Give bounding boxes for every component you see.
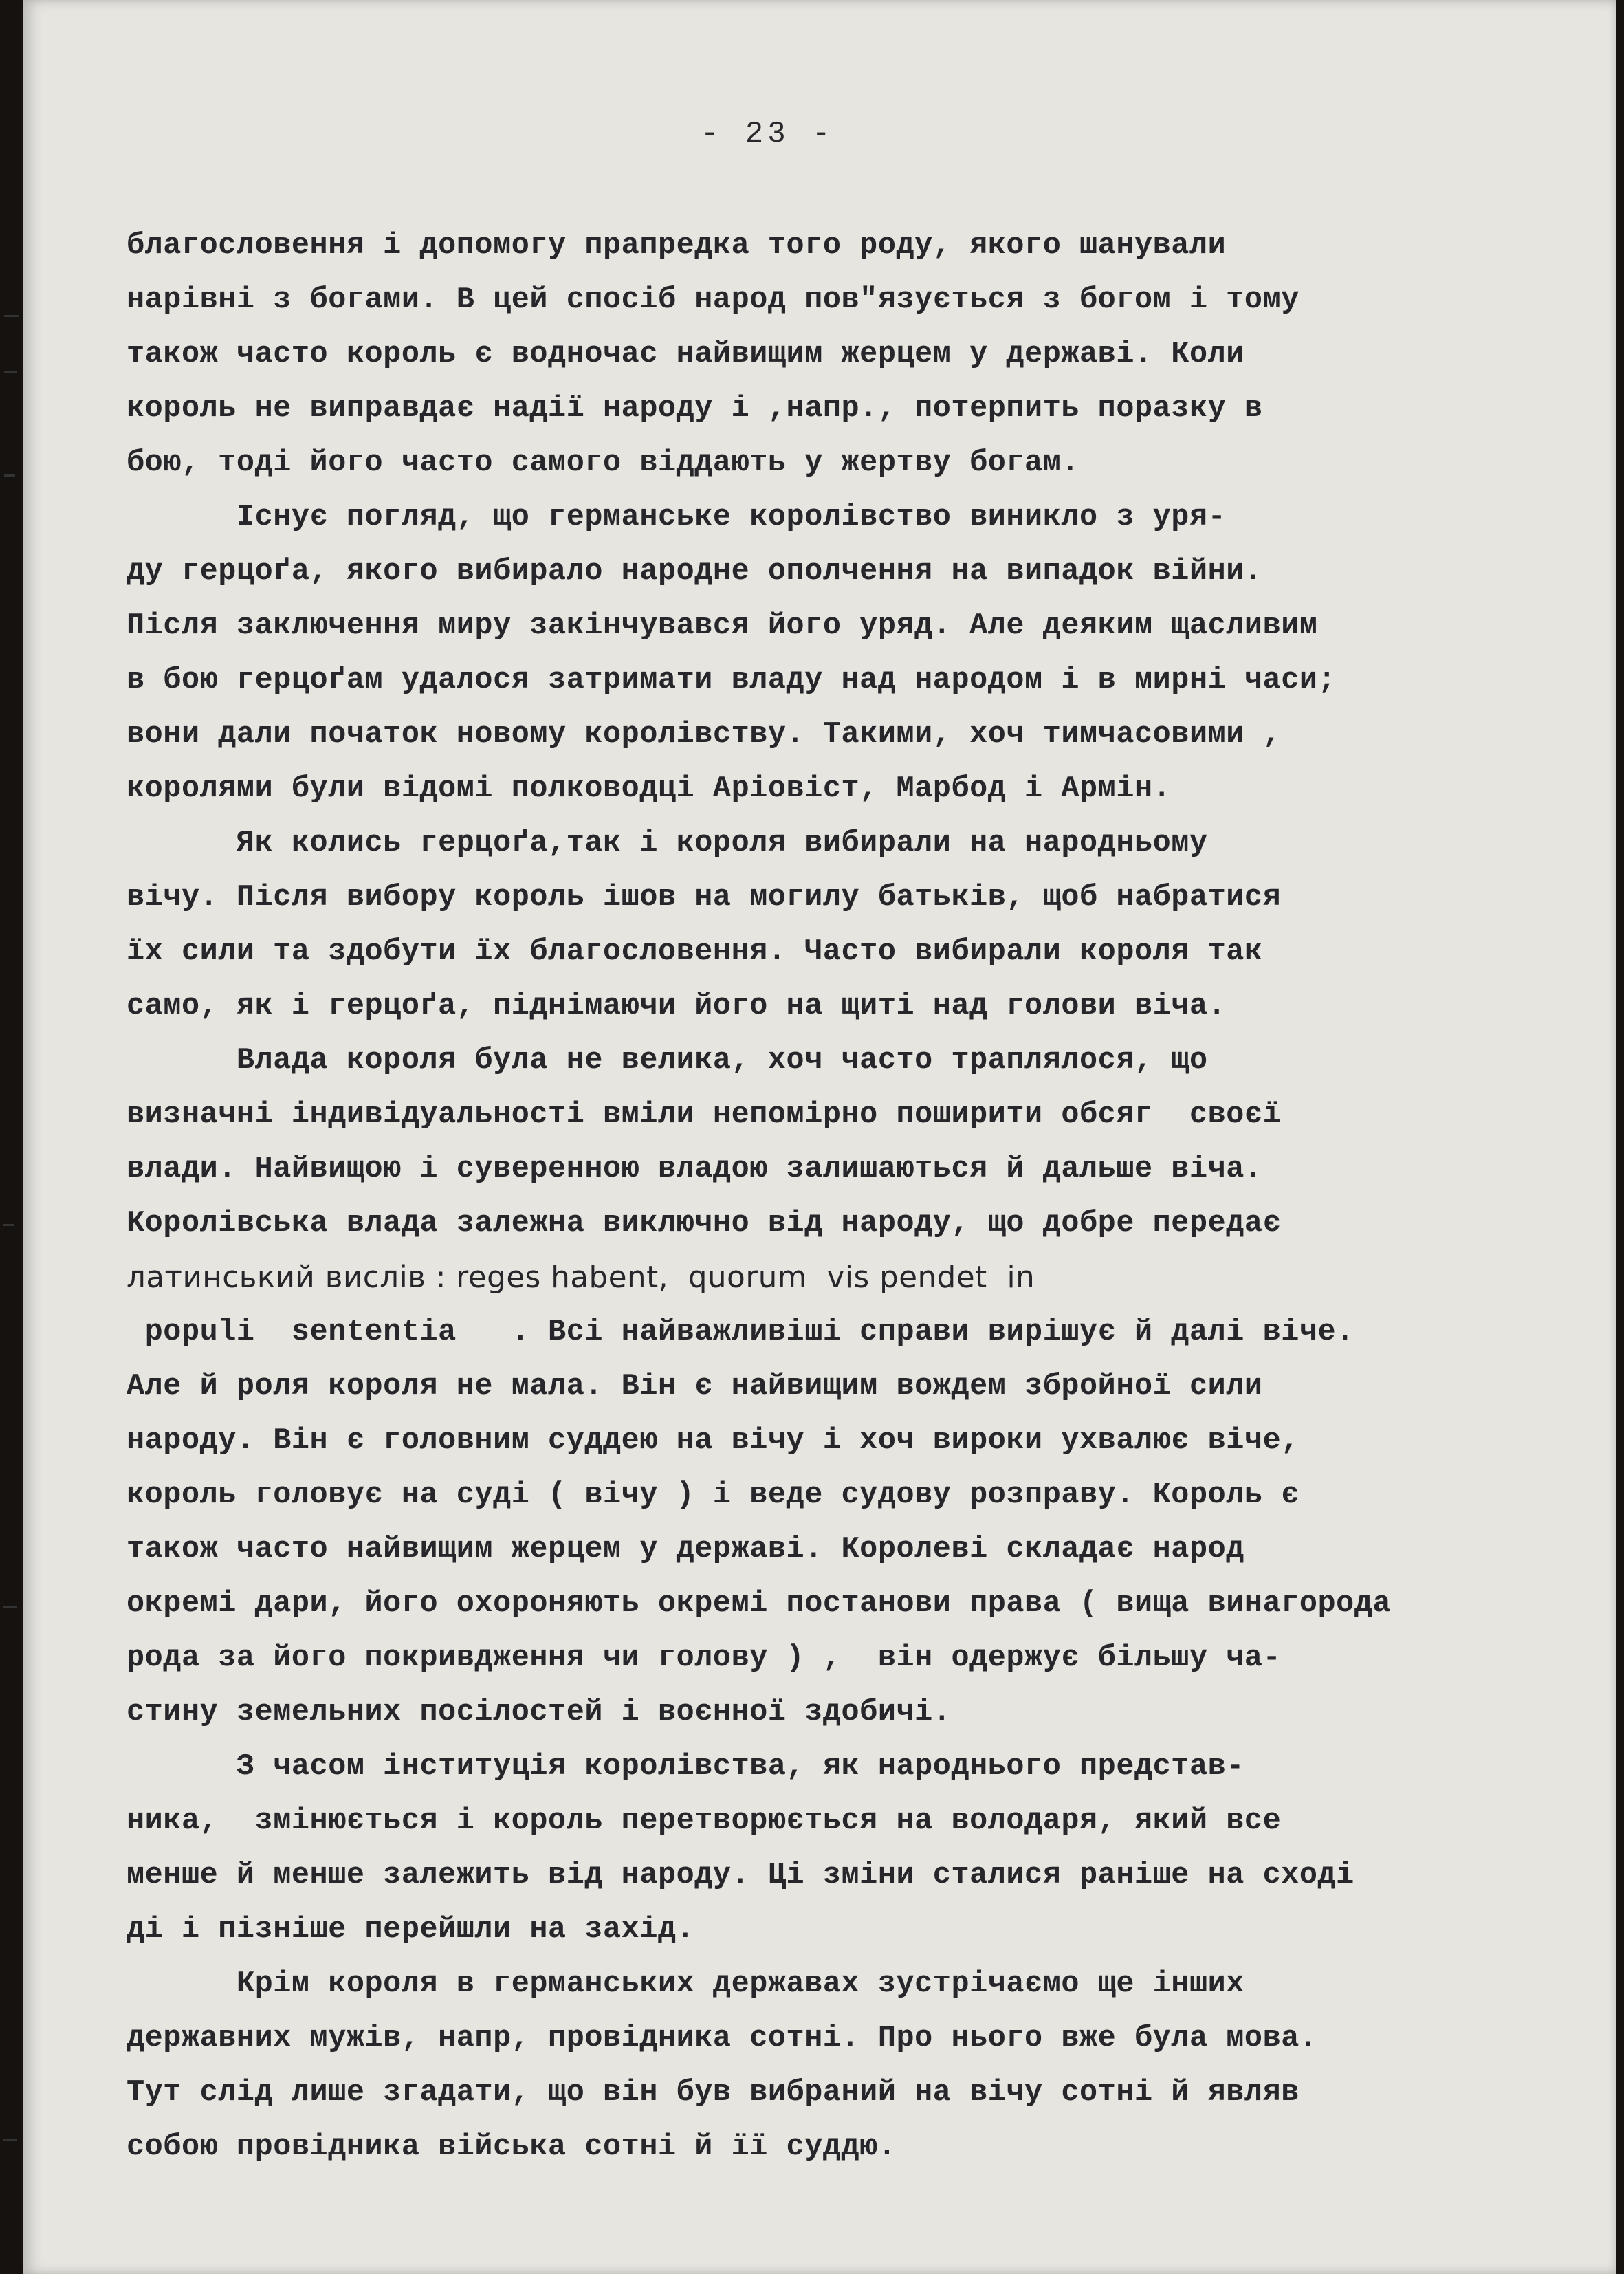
text-line: Після заключення миру закінчувався його уряд. Але деяким щасливим [127,609,1318,643]
text-line: Тут слід лише згадати, що він був вибраний на вічу сотні й являв [127,2076,1299,2110]
text-line: народу. Він є головним суддею на вічу і хоч вироки ухвалює віче, [127,1424,1299,1458]
text-line: ді і пізніше перейшли на захід. [127,1913,695,1947]
text-line: ника, змінюється і король перетворюється на володаря, який все [127,1804,1282,1838]
text-line: окремі дари, його охороняють окремі постанови права ( вища винагорода [127,1587,1392,1621]
margin-mark [4,371,17,373]
text-line: вони дали початок новому королівству. Такими, хоч тимчасовими , [127,718,1282,752]
text-line: populi sententia . Всі найважливіші справи вирішує й далі віче. [127,1315,1354,1349]
text-line: само, як і герцоґа, піднімаючи його на щиті над голови віча. [127,990,1227,1023]
text-line: нарівні з богами. В цей спосіб народ пов"язується з богом і тому [127,283,1299,317]
text-line: в бою герцоґам удалося затримати владу над народом і в мирні часи; [127,664,1337,697]
margin-mark [4,474,15,477]
text-line: стину земельних посілостей і воєнної здобичі. [127,1696,952,1729]
text-line: також часто найвищим жерцем у державі. Королеві складає народ [127,1533,1244,1566]
text-line: собою провідника війська сотні й її суддю. [127,2130,897,2164]
page-number: - 23 - [701,117,835,151]
text-line: королями були відомі полководці Аріовіст, Марбод і Армін. [127,772,1172,806]
document-page [23,0,1616,2274]
text-line: Як колись герцоґа,так і короля вибирали на народньому [127,827,1208,860]
margin-mark [3,1606,17,1608]
text-line: Крім короля в германських державах зустрічаємо ще інших [127,1967,1244,2001]
text-line: Але й роля короля не мала. Він є найвищим вождем збройної сили [127,1370,1263,1403]
margin-mark [4,315,19,317]
text-line: рода за його покривдження чи голову ) , він одержує більшу ча- [127,1641,1282,1675]
text-line: король головує на суді ( вічу ) і веде судову розправу. Король є [127,1478,1299,1512]
text-line: також часто король є водночас найвищим жерцем у державі. Коли [127,338,1244,371]
text-line: визначні індивідуальності вміли непомірно поширити обсяг своєї [127,1098,1282,1132]
text-line: Влада короля була не велика, хоч часто траплялося, що [127,1044,1208,1078]
text-line: Існує погляд, що германське королівство виникло з уря- [127,501,1227,534]
text-line: державних мужів, напр, провідника сотні. Про нього вже була мова. [127,2022,1318,2055]
text-line: благословення і допомогу прапредка того роду, якого шанували [127,229,1227,263]
body-text [127,219,1577,2174]
text-line: менше й менше залежить від народу. Ці зміни сталися раніше на сході [127,1859,1354,1892]
text-line: влади. Найвищою і суверенною владою залишаються й дальше віча. [127,1152,1263,1186]
text-line: їх сили та здобути їх благословення. Часто вибирали короля так [127,935,1263,969]
text-line: Королівська влада залежна виключно від народу, що добре передає [127,1207,1282,1240]
text-line: З часом інституція королівства, як народнього представ- [127,1750,1244,1784]
margin-mark [3,2139,17,2141]
text-line: бою, тоді його часто самого віддають у жертву богам. [127,446,1080,480]
text-line: ду герцоґа, якого вибирало народне ополчення на випадок війни. [127,555,1263,589]
text-line-latin: латинський вислів : reges habent, quorum vis pendet in [127,1260,1035,1295]
text-line: король не виправдає надії народу і ,напр., потерпить поразку в [127,392,1263,426]
margin-mark [3,1224,14,1226]
text-line: вічу. Після вибору король ішов на могилу батьків, щоб набратися [127,881,1282,915]
